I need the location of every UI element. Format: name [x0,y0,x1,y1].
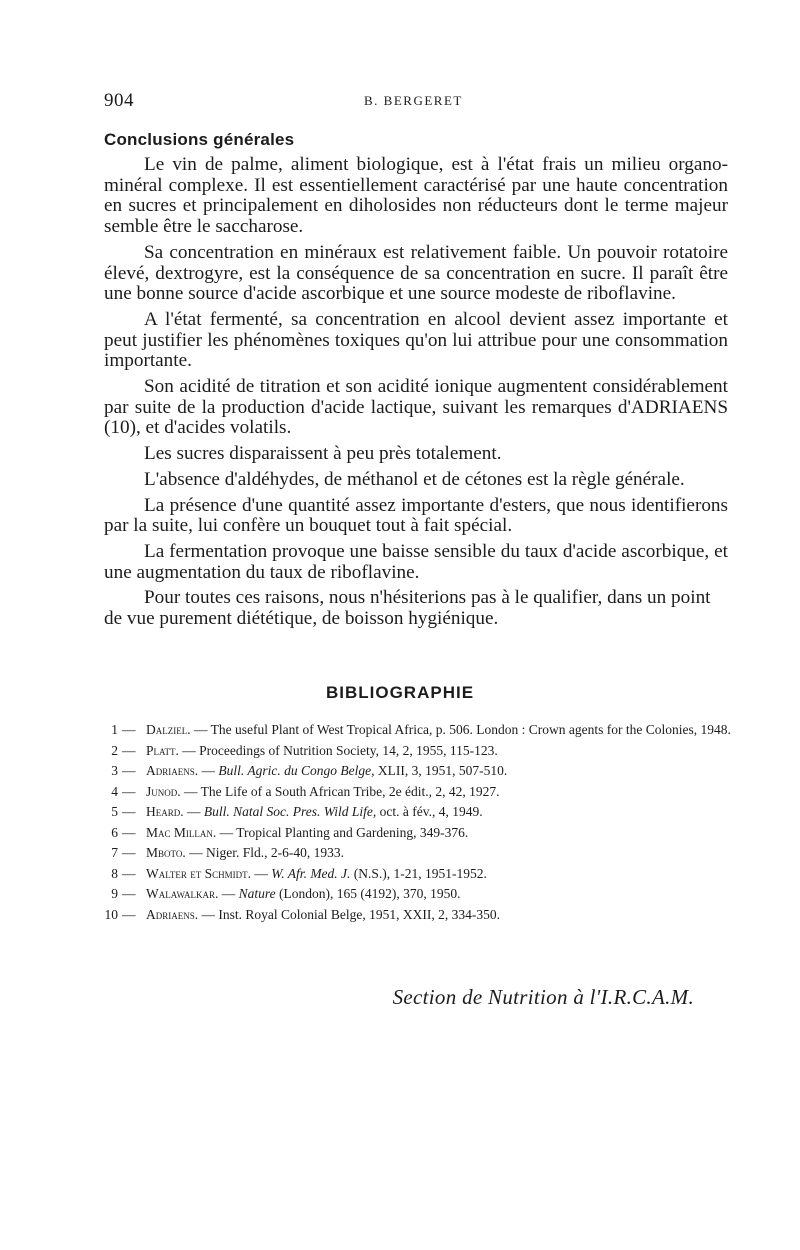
reference-item [104,763,734,779]
reference-dash: — [122,722,136,737]
paragraph: Pour toutes ces raisons, nous n'hésiterions pas à le qualifier, dans un point de vue purement diététique, de boisson hygiénique. [104,587,711,630]
reference-title: Niger. Fld., 2-6-40, 1933. [205,845,344,860]
paragraph: Son acidité de titration et son acidité ionique augmentent considérablement par suite de la production d'acide lactique, suivant les remarques d'ADRIAENS (10), et d'acides volatils. [104,376,728,439]
reference-number: 4 [111,783,118,799]
reference-number: 8 [111,865,118,881]
reference-item [104,743,734,759]
signature: Section de Nutrition à l'I.R.C.A.M. [392,985,694,1009]
reference-journal: Nature [238,886,276,901]
reference-separator: — [178,742,200,758]
reference-author: Heard. [146,804,184,819]
reference-number: 10 [104,906,118,922]
reference-author: Junod. [146,783,181,799]
reference-author: Mboto. [146,845,186,860]
reference-number: 2 [111,742,118,758]
reference-number: 9 [111,886,118,901]
bibliography-title: BIBLIOGRAPHIE [325,683,475,702]
reference-dash: — [122,824,136,840]
paragraph: La fermentation provoque une baisse sensible du taux d'acide ascorbique, et une augmentation du taux de riboflavine. [104,540,728,583]
reference-item [104,825,734,841]
section-heading: Conclusions générales [104,130,295,149]
bibliography-list [104,722,734,927]
reference-number: 3 [111,763,118,778]
reference-item [104,886,734,902]
reference-item [104,866,734,882]
reference-author: Walter et Schmidt. [146,865,252,881]
reference-item [104,907,734,923]
reference-journal: W. Afr. Med. J. [271,865,351,881]
reference-dash: — [122,886,136,901]
reference-separator: — [251,865,272,881]
paragraph: Sa concentration en minéraux est relativement faible. Un pouvoir rotatoire élevé, dextrogyre, est la conséquence de sa concentration en sucre. Il paraît être une bonne source d'acide ascorbique et une source modeste de riboflavine. [104,241,728,305]
reference-item [104,722,734,738]
reference-number: 6 [111,824,118,840]
page-number: 904 [104,90,134,111]
running-head: B. BERGERET [364,93,463,108]
reference-author: Walawalkar. [146,886,219,901]
reference-item [104,804,734,820]
reference-details: oct. à fév., 4, 1949. [376,804,483,819]
reference-dash: — [122,742,136,758]
reference-separator: — [190,722,211,737]
reference-separator: — [198,906,219,922]
reference-details: (London), 165 (4192), 370, 1950. [275,886,461,901]
reference-separator: — [185,845,206,860]
reference-title: The useful Plant of West Tropical Africa, p. 506. London : Crown agents for the Colonies, 1948. [210,722,731,737]
reference-author: Platt. [146,742,179,758]
reference-dash: — [122,906,136,922]
reference-number: 5 [111,804,118,819]
reference-dash: — [122,804,136,819]
reference-journal: Bull. Natal Soc. Pres. Wild Life, [203,804,377,819]
reference-item [104,845,734,861]
reference-title: Proceedings of Nutrition Society, 14, 2, 1955, 115-123. [199,742,498,758]
reference-dash: — [122,845,136,860]
reference-dash: — [122,783,136,799]
reference-dash: — [122,763,136,778]
paragraph: La présence d'une quantité assez importante d'esters, que nous identifierons par la suite, lui confère un bouquet tout à fait spécial. [104,494,728,537]
reference-separator: — [180,783,201,799]
reference-author: Dalziel. [146,722,191,737]
reference-author: Adriaens. [146,763,199,778]
reference-number: 7 [111,845,118,860]
paragraph: A l'état fermenté, sa concentration en alcool devient assez importante et peut justifier les phénomènes toxiques qu'on lui attribue pour une consommation importante. [104,308,728,372]
page-header [104,90,728,112]
reference-title: The Life of a South African Tribe, 2e édit., 2, 42, 1927. [200,783,500,799]
reference-number: 1 [111,722,118,737]
reference-author: Adriaens. [146,906,199,922]
paragraph: Les sucres disparaissent à peu près totalement. [144,443,502,465]
reference-separator: — [216,824,237,840]
reference-separator: — [198,763,219,778]
reference-title: Inst. Royal Colonial Belge, 1951, XXII, 2, 334-350. [218,906,500,922]
reference-item [104,784,734,800]
reference-details: (N.S.), 1-21, 1951-1952. [350,865,487,881]
reference-separator: — [183,804,204,819]
reference-dash: — [122,865,136,881]
paragraph: L'absence d'aldéhydes, de méthanol et de cétones est la règle générale. [144,468,685,490]
reference-details: XLII, 3, 1951, 507-510. [374,763,508,778]
body-text [104,155,728,635]
reference-author: Mac Millan. [146,824,217,840]
paragraph: Le vin de palme, aliment biologique, est à l'état frais un milieu organo-minéral complexe. Il est essentiellement caractérisé par une haute concentration en sucres et principalement en diholosides non réducteurs dont le terme majeur semble être le saccharose. [104,154,728,238]
reference-title: Tropical Planting and Gardening, 349-376. [236,824,469,840]
reference-journal: Bull. Agric. du Congo Belge, [218,763,375,778]
reference-separator: — [218,886,239,901]
